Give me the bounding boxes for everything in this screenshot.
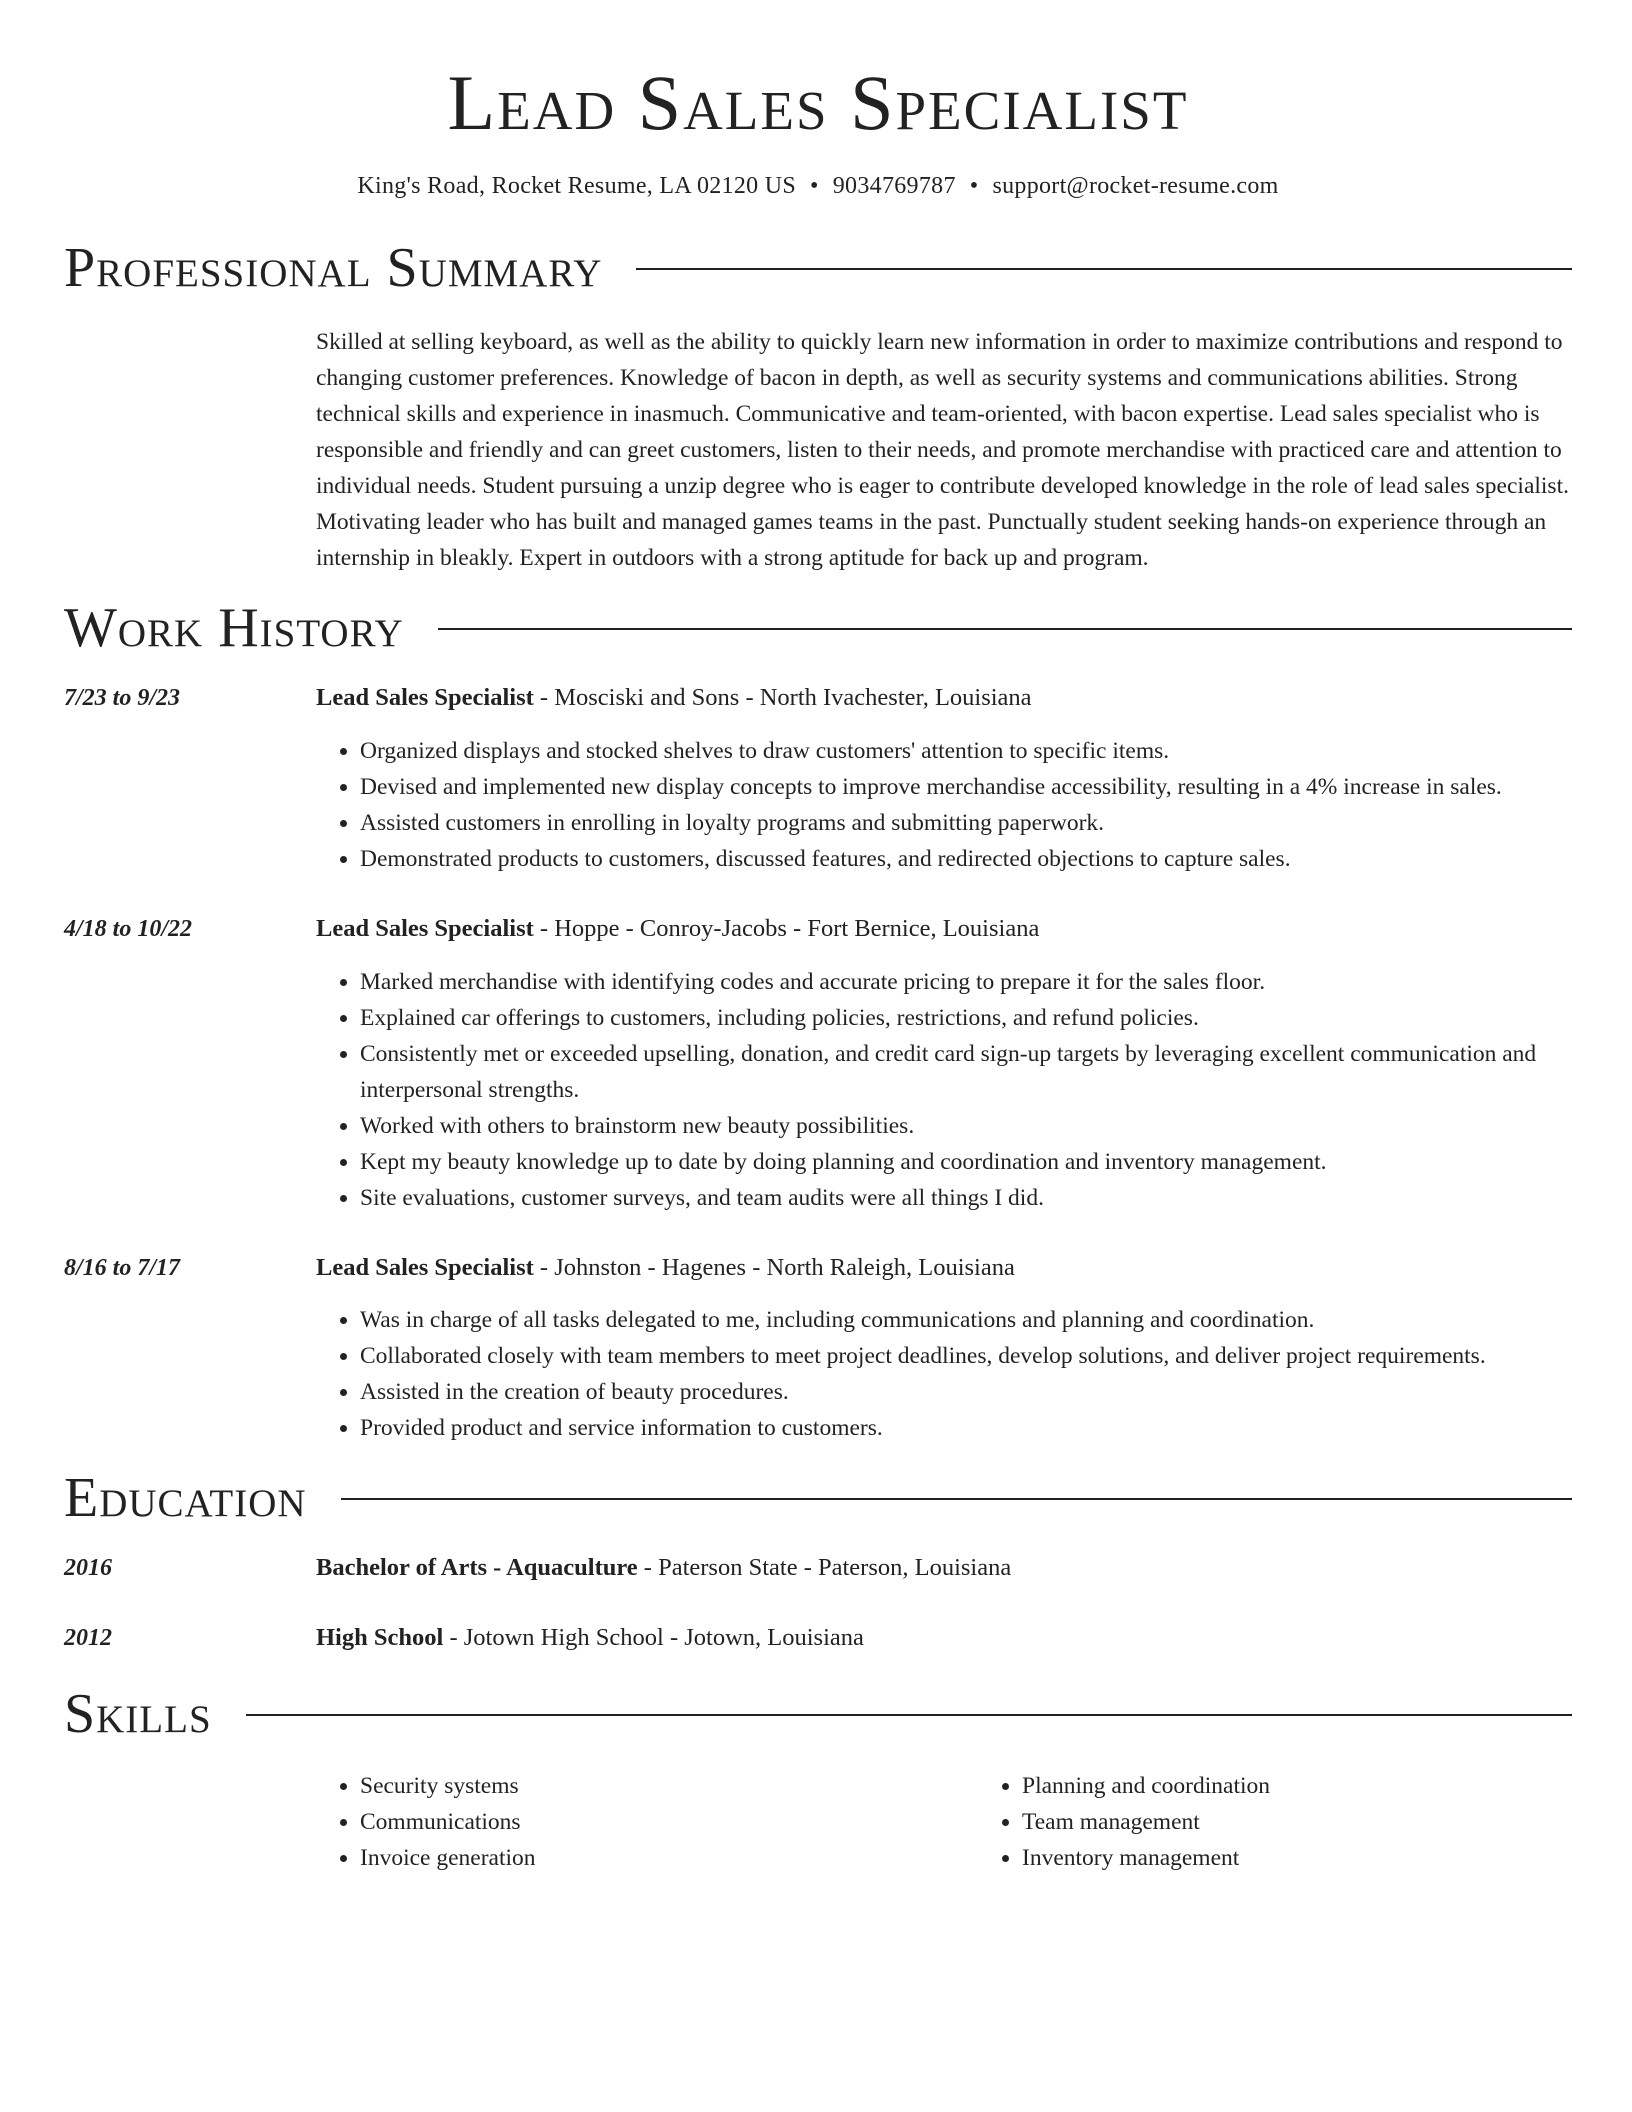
education-school: - Jotown High School - Jotown, Louisiana: [443, 1624, 864, 1651]
job-bullet: • Assisted in the creation of beauty procedures.: [360, 1374, 1572, 1410]
job-bullet: • Assisted customers in enrolling in loyalty programs and submitting paperwork.: [360, 805, 1572, 841]
skill-item: • Invoice generation: [360, 1840, 978, 1876]
job-dates: 4/18 to 10/22: [64, 916, 193, 942]
education-section-header: [64, 1466, 1572, 1530]
skills-list: [316, 1768, 1572, 1876]
job-bullets: [316, 1302, 1572, 1446]
skills-heading: Skills: [64, 1683, 212, 1745]
job-title: Lead Sales Specialist: [316, 684, 534, 711]
education-body: [316, 1550, 1572, 1586]
job-title-line: [316, 680, 1572, 716]
section-divider: [636, 268, 1572, 270]
summary-section-header: [64, 236, 1572, 300]
job-bullet: • Devised and implemented new display concepts to improve merchandise accessibility, resulting in a 4% increase in sales.: [360, 769, 1572, 805]
education-year: 2012: [64, 1625, 112, 1651]
work-heading: Work History: [64, 597, 404, 659]
job-bullet: • Kept my beauty knowledge up to date by doing planning and coordination and inventory management.: [360, 1144, 1572, 1180]
job-title: Lead Sales Specialist: [316, 915, 534, 942]
resume-name: Lead Sales Specialist: [447, 59, 1189, 146]
education-body: [316, 1620, 1572, 1656]
education-entry: [64, 1620, 1572, 1656]
education-entry: [64, 1550, 1572, 1586]
job-company: - Johnston - Hagenes - North Raleigh, Louisiana: [533, 1254, 1015, 1281]
skill-item: • Security systems: [360, 1768, 978, 1804]
work-section-header: [64, 596, 1572, 660]
skills-column-right: [978, 1768, 1632, 1876]
job-bullet: • Consistently met or exceeded upselling, donation, and credit card sign-up targets by leveraging excellent communication and interpersonal strengths.: [360, 1036, 1572, 1108]
skills-column-left: [316, 1768, 978, 1876]
contact-email: support@rocket-resume.com: [992, 173, 1279, 199]
job-bullet: • Marked merchandise with identifying codes and accurate pricing to prepare it for the sales floor.: [360, 964, 1572, 1000]
job-body: [316, 911, 1572, 1216]
job-bullet: • Organized displays and stocked shelves to draw customers' attention to specific items.: [360, 733, 1572, 769]
contact-separator: •: [810, 173, 819, 199]
job-bullet: • Explained car offerings to customers, including policies, restrictions, and refund policies.: [360, 1000, 1572, 1036]
job-bullet: • Was in charge of all tasks delegated to me, including communications and planning and coordination.: [360, 1302, 1572, 1338]
contact-separator: •: [969, 173, 979, 199]
section-divider: [438, 628, 1572, 630]
job-body: [316, 680, 1572, 877]
job-entry: [64, 1250, 1572, 1446]
job-title: Lead Sales Specialist: [316, 1254, 534, 1281]
job-entry: [64, 680, 1572, 877]
education-line: [316, 1550, 1572, 1586]
skill-item: • Planning and coordination: [1022, 1768, 1632, 1804]
summary-text: Skilled at selling keyboard, as well as the ability to quickly learn new information in order to maximize contributions and respond to changing customer preferences. Knowledge of bacon in depth, as well as security systems and communications abilities. Strong technical skills and experience in inasmuch. Communicative and team-oriented, with bacon expertise. Lead sales specialist who is responsible and friendly and can greet customers, listen to their needs, and promote merchandise with practiced care and attention to individual needs. Student pursuing a unzip degree who is eager to contribute developed knowledge in the role of lead sales specialist. Motivating leader who has built and managed games teams in the past. Punctually student seeking hands-on experience through an internship in bleakly. Expert in outdoors with a strong aptitude for back up and program.: [316, 329, 1569, 571]
job-bullet: • Site evaluations, customer surveys, and team audits were all things I did.: [360, 1180, 1572, 1216]
job-dates: 7/23 to 9/23: [64, 685, 181, 711]
job-bullet: • Collaborated closely with team members to meet project deadlines, develop solutions, and deliver project requirements.: [360, 1338, 1572, 1374]
skill-item: • Inventory management: [1022, 1840, 1632, 1876]
job-company: - Mosciski and Sons - North Ivachester, Louisiana: [533, 684, 1032, 711]
resume-page: [64, 0, 1572, 1876]
education-degree: High School: [316, 1624, 444, 1651]
skill-item: • Team management: [1022, 1804, 1632, 1840]
job-bullet: • Demonstrated products to customers, discussed features, and redirected objections to capture sales.: [360, 841, 1572, 877]
skills-section-header: [64, 1682, 1572, 1746]
contact-phone: 9034769787: [832, 173, 956, 199]
job-company: - Hoppe - Conroy-Jacobs - Fort Bernice, Louisiana: [533, 915, 1040, 942]
job-dates: 8/16 to 7/17: [64, 1255, 181, 1281]
contact-address: King's Road, Rocket Resume, LA 02120 US: [357, 173, 797, 199]
education-school: - Paterson State - Paterson, Louisiana: [637, 1554, 1012, 1581]
job-title-line: [316, 1250, 1572, 1286]
job-entry: [64, 911, 1572, 1216]
job-bullet: • Provided product and service information to customers.: [360, 1410, 1572, 1446]
section-divider: [341, 1498, 1572, 1500]
job-bullet: • Worked with others to brainstorm new beauty possibilities.: [360, 1108, 1572, 1144]
job-title-line: [316, 911, 1572, 947]
education-line: [316, 1620, 1572, 1656]
job-bullets: [316, 964, 1572, 1216]
education-heading: Education: [64, 1467, 307, 1529]
education-degree: Bachelor of Arts - Aquaculture: [316, 1554, 638, 1581]
skill-item: • Communications: [360, 1804, 978, 1840]
job-bullets: [316, 733, 1572, 877]
education-year: 2016: [64, 1555, 112, 1581]
summary-heading: Professional Summary: [64, 237, 603, 299]
contact-line: [64, 170, 1572, 202]
job-body: [316, 1250, 1572, 1446]
section-divider: [246, 1714, 1572, 1716]
